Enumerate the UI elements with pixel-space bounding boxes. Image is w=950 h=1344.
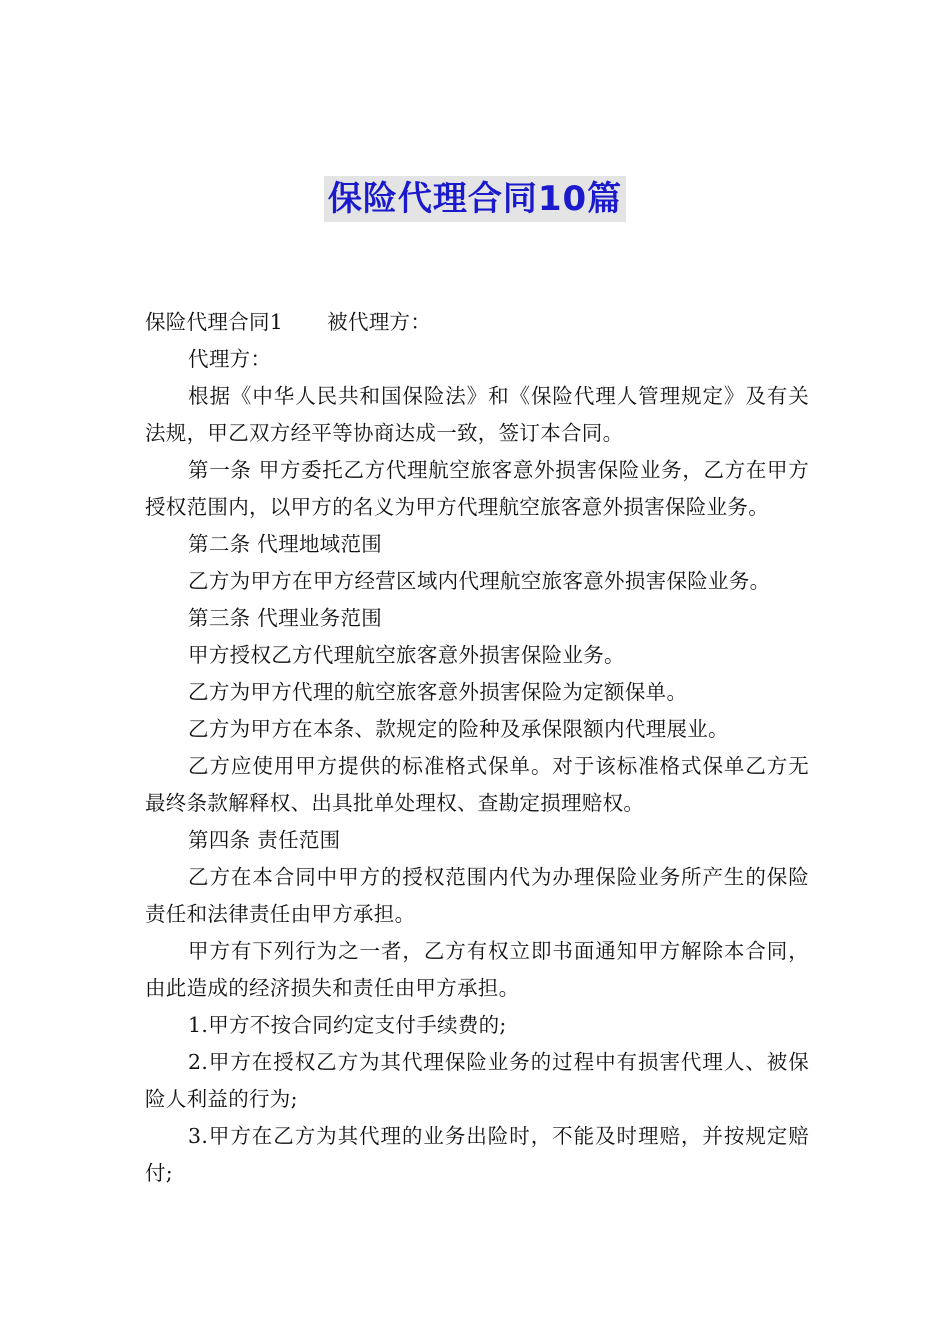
list-item-2: 2.甲方在授权乙方为其代理保险业务的过程中有损害代理人、被保险人利益的行为; xyxy=(145,1050,809,1111)
heading-line xyxy=(145,304,809,341)
document-body xyxy=(145,304,809,1192)
document-title: 保险代理合同10篇 xyxy=(324,176,626,222)
paragraph-article-4-heading: 第四条 责任范围 xyxy=(188,828,341,852)
list-item-1: 1.甲方不按合同约定支付手续费的; xyxy=(188,1013,507,1037)
title-container xyxy=(0,176,950,222)
list-item-3: 3.甲方在乙方为其代理的业务出险时，不能及时理赔，并按规定赔付; xyxy=(145,1124,809,1185)
paragraph-article-2-heading: 第二条 代理地域范围 xyxy=(188,532,383,556)
paragraph-article-3-item-1: 甲方授权乙方代理航空旅客意外损害保险业务。 xyxy=(188,643,625,667)
paragraph-article-3-item-2: 乙方为甲方代理的航空旅客意外损害保险为定额保单。 xyxy=(188,680,688,704)
paragraph-article-3-heading: 第三条 代理业务范围 xyxy=(188,606,383,630)
principal-label: 被代理方： xyxy=(327,310,432,334)
agent-label: 代理方： xyxy=(188,347,272,371)
paragraph-article-3-item-4: 乙方应使用甲方提供的标准格式保单。对于该标准格式保单乙方无最终条款解释权、出具批单处理权、查勘定损理赔权。 xyxy=(145,754,809,815)
contract-heading: 保险代理合同1 xyxy=(145,310,284,334)
paragraph-article-2-body: 乙方为甲方在甲方经营区域内代理航空旅客意外损害保险业务。 xyxy=(188,569,771,593)
paragraph-article-4-body: 乙方在本合同中甲方的授权范围内代为办理保险业务所产生的保险责任和法律责任由甲方承担。 xyxy=(145,865,809,926)
paragraph-termination: 甲方有下列行为之一者，乙方有权立即书面通知甲方解除本合同，由此造成的经济损失和责任由甲方承担。 xyxy=(145,939,809,1000)
paragraph-article-3-item-3: 乙方为甲方在本条、款规定的险种及承保限额内代理展业。 xyxy=(188,717,729,741)
paragraph-article-1: 第一条 甲方委托乙方代理航空旅客意外损害保险业务，乙方在甲方授权范围内，以甲方的名义为甲方代理航空旅客意外损害保险业务。 xyxy=(145,458,809,519)
paragraph-legal-basis: 根据《中华人民共和国保险法》和《保险代理人管理规定》及有关法规，甲乙双方经平等协商达成一致，签订本合同。 xyxy=(145,384,809,445)
